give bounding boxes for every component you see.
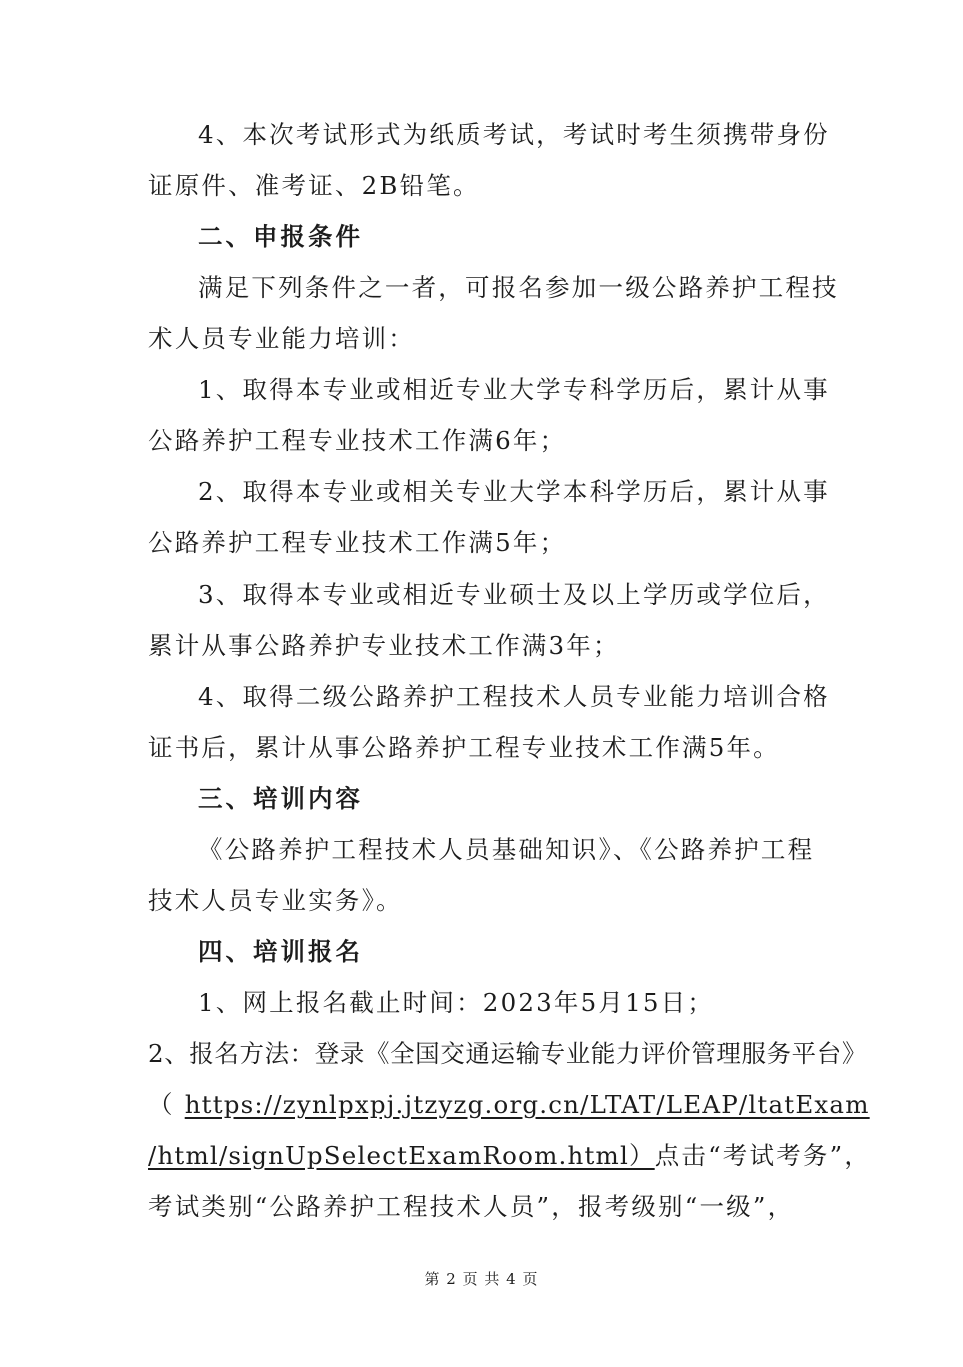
paragraph-line: 证书后，累计从事公路养护工程专业技术工作满5年。 — [148, 733, 780, 762]
url-line — [148, 1088, 870, 1122]
paragraph-line: 《公路养护工程技术人员基础知识》、《公路养护工程 — [198, 835, 815, 864]
url-line — [148, 1139, 871, 1173]
paragraph-line: 1、取得本专业或相近专业大学专科学历后，累计从事 — [198, 375, 830, 404]
section-heading: 二、申报条件 — [198, 222, 363, 251]
paragraph-line: 累计从事公路养护专业技术工作满3年； — [148, 631, 620, 660]
paragraph-line: 技术人员专业实务》。 — [148, 886, 403, 915]
section-heading: 三、培训内容 — [198, 784, 363, 813]
paragraph-line: 证原件、准考证、2B铅笔。 — [148, 171, 480, 200]
paragraph-line: 3、取得本专业或相近专业硕士及以上学历或学位后， — [198, 580, 830, 609]
page-footer: 第 2 页 共 4 页 — [424, 1270, 539, 1288]
paragraph-line: 1、网上报名截止时间：2023年5月15日； — [198, 988, 715, 1017]
paragraph-line: 2、报名方法：登录《全国交通运输专业能力评价管理服务平台》 — [148, 1039, 867, 1068]
paragraph-line: 4、本次考试形式为纸质考试，考试时考生须携带身份 — [198, 120, 830, 149]
paragraph-line: 满足下列条件之一者，可报名参加一级公路养护工程技 — [198, 273, 839, 302]
signup-url-part-2[interactable]: /html/signUpSelectExamRoom.html） — [148, 1141, 655, 1170]
paragraph-text: 点击“考试考务”， — [654, 1141, 872, 1170]
signup-url-part-1[interactable]: https://zynlpxpj.jtzyzg.org.cn/LTAT/LEAP/ltatExam — [184, 1090, 870, 1119]
paragraph-line: 术人员专业能力培训： — [148, 324, 415, 353]
paragraph-line: 公路养护工程专业技术工作满5年； — [148, 528, 567, 557]
open-paren: （ — [148, 1090, 175, 1119]
paragraph-line: 2、取得本专业或相关专业大学本科学历后，累计从事 — [198, 477, 830, 506]
paragraph-line: 公路养护工程专业技术工作满6年； — [148, 426, 567, 455]
paragraph-line: 考试类别“公路养护工程技术人员”，报考级别“一级”， — [148, 1192, 795, 1221]
paragraph-line: 4、取得二级公路养护工程技术人员专业能力培训合格 — [198, 682, 830, 711]
section-heading: 四、培训报名 — [198, 937, 363, 966]
